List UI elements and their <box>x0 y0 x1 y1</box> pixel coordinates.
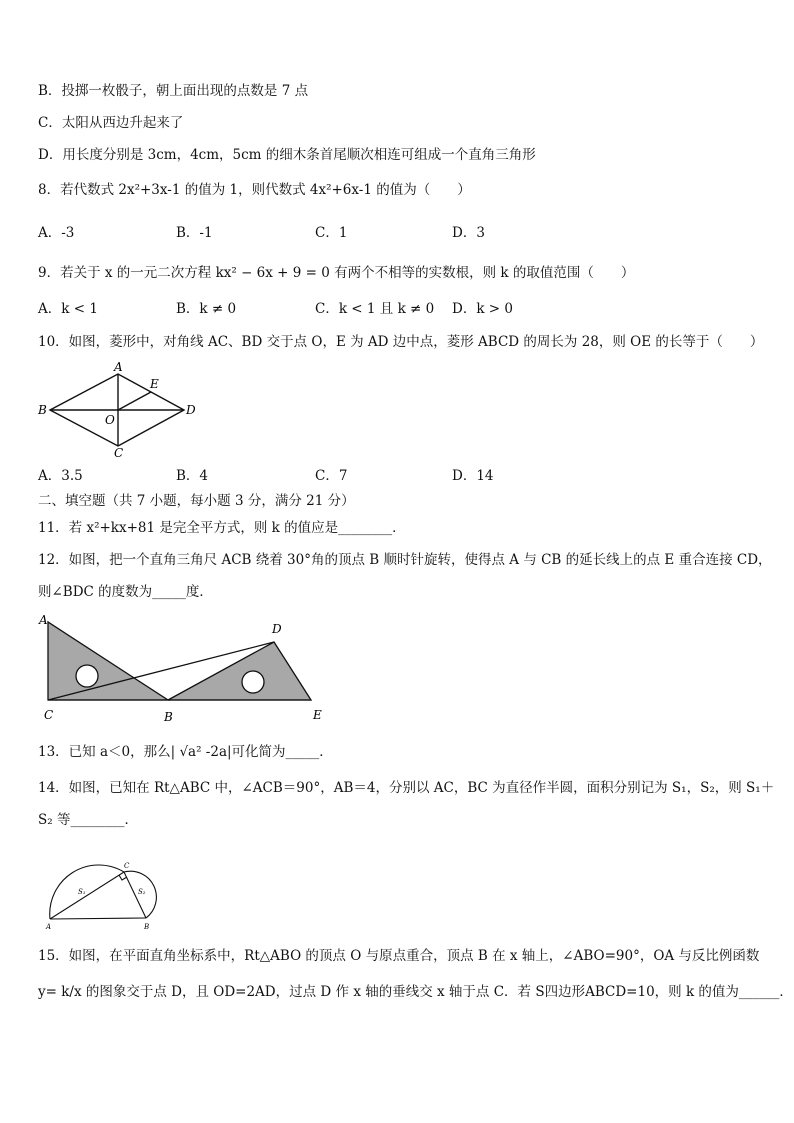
fig10-label-d: D <box>186 403 196 417</box>
q8-option-a: A．-3 <box>38 225 75 241</box>
question-14-line-2: S₂ 等________． <box>38 812 138 828</box>
fig10-label-b: B <box>38 403 47 417</box>
question-12-line-1: 12．如图，把一个直角三角尺 ACB 绕着 30°角的顶点 B 顺时针旋转，使得点 A 与 CB 的延长线上的点 E 重合连接 CD， <box>38 552 772 568</box>
q7-option-b: B．投掷一枚骰子，朝上面出现的点数是 7 点 <box>38 83 309 99</box>
fig12-label-e: E <box>313 708 322 722</box>
fig10-label-c: C <box>114 446 124 458</box>
q9-option-c: C．k < 1 且 k ≠ 0 <box>315 301 435 317</box>
q8-option-b: B．-1 <box>176 225 213 241</box>
q10-option-a: A．3.5 <box>38 468 83 484</box>
fig14-label-c: C <box>124 862 130 870</box>
q9-option-b: B．k ≠ 0 <box>176 301 237 317</box>
q9-option-a: A．k < 1 <box>38 301 98 317</box>
question-10: 10．如图，菱形中，对角线 AC、BD 交于点 O，E 为 AD 边中点，菱形 ABCD 的周长为 28，则 OE 的长等于（ ） <box>38 334 764 350</box>
question-15-line-1: 15．如图，在平面直角坐标系中，Rt△ABO 的顶点 O 与原点重合，顶点 B 在 x 轴上，∠ABO=90°，OA 与反比例函数 <box>38 948 760 964</box>
question-13: 13．已知 a＜0，那么| √a² -2a|可化简为_____． <box>38 744 333 760</box>
section-2-heading: 二、填空题（共 7 小题，每小题 3 分，满分 21 分） <box>38 493 355 509</box>
q10-option-c: C．7 <box>315 468 348 484</box>
q9-option-d: D．k > 0 <box>452 301 513 317</box>
fig10-label-o: O <box>105 413 115 427</box>
fig14-label-a: A <box>46 923 52 931</box>
q8-option-d: D．3 <box>452 225 485 241</box>
question-15-line-2: y= k/x 的图象交于点 D，且 OD=2AD，过点 D 作 x 轴的垂线交 x 轴于点 C．若 S四边形ABCD=10，则 k 的值为______． <box>38 984 793 1000</box>
fig12-label-a: A <box>39 613 48 627</box>
q10-option-d: D．14 <box>452 468 494 484</box>
question-11: 11．若 x²+kx+81 是完全平方式，则 k 的值应是________． <box>38 520 406 536</box>
fig12-label-c: C <box>44 708 54 722</box>
fig12-label-d: D <box>272 622 282 636</box>
q7-option-d: D．用长度分别是 3cm，4cm，5cm 的细木条首尾顺次相连可组成一个直角三角形 <box>38 147 536 163</box>
fig14-label-s1: S₁ <box>78 888 86 896</box>
q7-option-c: C．太阳从西边升起来了 <box>38 115 184 131</box>
rhombus-figure <box>34 358 204 458</box>
fig10-label-e: E <box>150 377 159 391</box>
triangle-rotation-figure <box>36 612 331 724</box>
fig14-label-s2: S₂ <box>138 888 146 896</box>
q8-option-c: C．1 <box>315 225 348 241</box>
semicircles-figure <box>40 856 170 936</box>
question-14-line-1: 14．如图，已知在 Rt△ABC 中，∠ACB＝90°，AB＝4，分别以 AC，BC 为直径作半圆，面积分别记为 S₁，S₂，则 S₁＋ <box>38 780 775 796</box>
q10-option-b: B．4 <box>176 468 209 484</box>
question-8: 8．若代数式 2x²+3x-1 的值为 1，则代数式 4x²+6x-1 的值为（ ） <box>38 182 471 198</box>
fig12-label-b: B <box>164 710 173 724</box>
question-9: 9．若关于 x 的一元二次方程 kx² − 6x + 9 = 0 有两个不相等的实数根，则 k 的取值范围（ ） <box>38 265 635 281</box>
fig10-label-a: A <box>114 360 123 374</box>
question-12-line-2: 则∠BDC 的度数为_____度． <box>38 584 213 600</box>
fig14-label-b: B <box>144 923 150 931</box>
